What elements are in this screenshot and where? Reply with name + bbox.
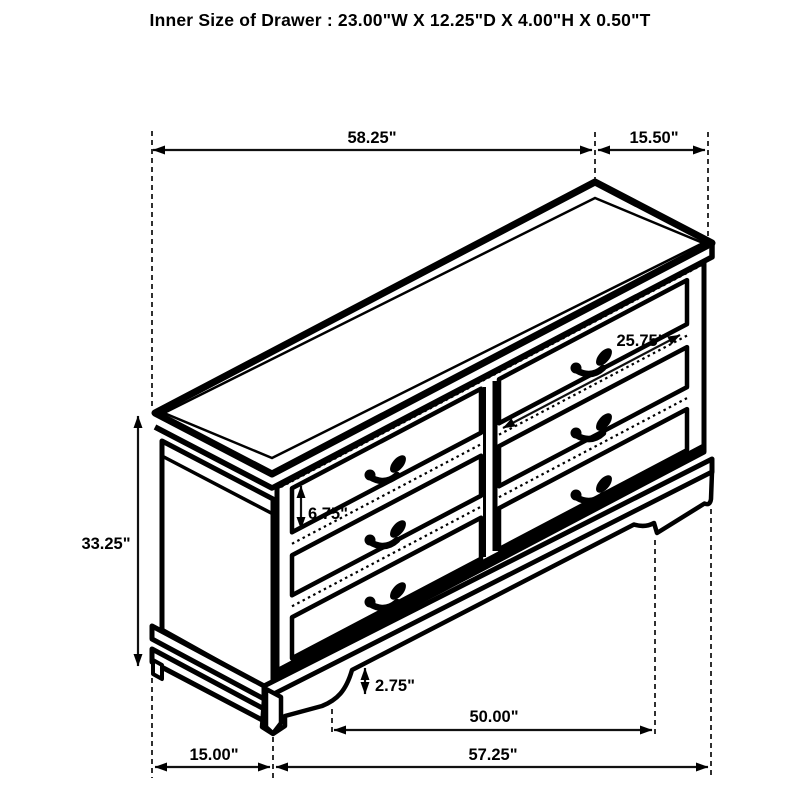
dim-label-base-height: 2.75" bbox=[375, 677, 415, 695]
dim-top-width bbox=[153, 129, 592, 150]
dim-top-depth bbox=[598, 129, 705, 150]
dim-label-drawer-height: 6.75" bbox=[308, 505, 348, 523]
dim-label-overall-height: 33.25" bbox=[81, 535, 131, 553]
dim-bottom-width bbox=[276, 746, 708, 767]
front-left-foot bbox=[266, 689, 281, 734]
dim-label-drawer-width: 25.75" bbox=[616, 332, 666, 350]
dim-label-leg-span: 50.00" bbox=[469, 708, 519, 726]
diagram-title: Inner Size of Drawer : 23.00"W X 12.25"D X 4.00"H X 0.50"T bbox=[149, 10, 651, 30]
dim-overall-height bbox=[81, 416, 138, 666]
dim-label-bottom-depth: 15.00" bbox=[189, 746, 239, 764]
dim-leg-span bbox=[334, 708, 652, 730]
dresser-drawing bbox=[152, 182, 712, 734]
dim-label-bottom-width: 57.25" bbox=[468, 746, 518, 764]
dim-label-top-width: 58.25" bbox=[347, 129, 397, 147]
dim-base-height bbox=[365, 668, 415, 695]
dim-bottom-depth bbox=[155, 746, 270, 767]
rear-left-foot bbox=[153, 660, 162, 679]
dim-label-top-depth: 15.50" bbox=[629, 129, 679, 147]
